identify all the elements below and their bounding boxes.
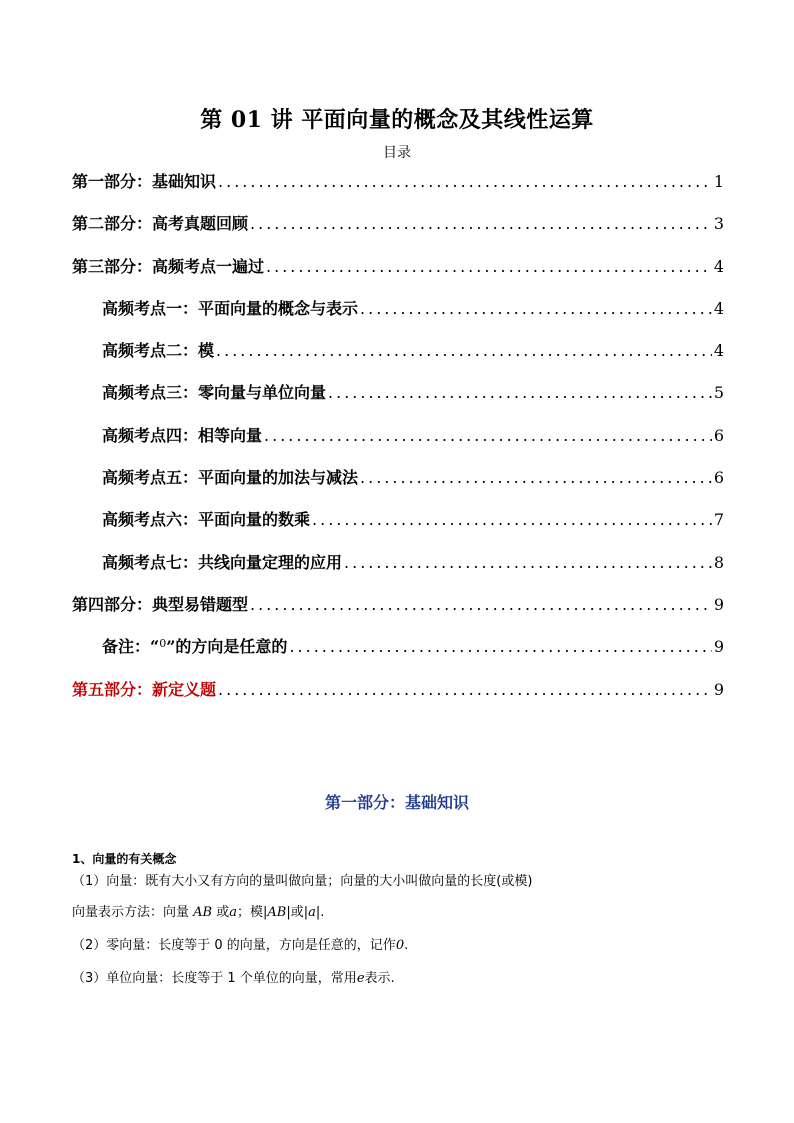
toc-entry-label bbox=[102, 633, 287, 663]
text-fragment: 表示. bbox=[364, 971, 395, 986]
toc-entry-label: 高频考点六：平面向量的数乘 bbox=[102, 510, 311, 530]
text-fragment: （2）零向量：长度等于 0 的向量，方向是任意的，记作 bbox=[72, 938, 396, 953]
toc-entry-page: 3 bbox=[713, 214, 724, 234]
note-label-before: 备注：“ bbox=[102, 637, 160, 657]
vector-a: a bbox=[229, 905, 237, 920]
zero-vector-line bbox=[72, 934, 732, 953]
toc-entry-page: 7 bbox=[713, 510, 724, 530]
toc-entry[interactable] bbox=[72, 422, 724, 464]
toc-entry[interactable] bbox=[72, 168, 724, 210]
table-of-contents bbox=[72, 168, 724, 718]
toc-entry[interactable] bbox=[72, 549, 724, 591]
toc-leader-dots bbox=[264, 422, 712, 450]
text-fragment: ；模| bbox=[237, 905, 268, 920]
toc-entry-label: 高频考点四：相等向量 bbox=[102, 425, 263, 445]
toc-entry[interactable] bbox=[72, 464, 724, 506]
toc-entry-label: 第一部分：基础知识 bbox=[72, 172, 217, 191]
toc-entry-page: 4 bbox=[713, 256, 724, 276]
toc-leader-dots bbox=[216, 337, 712, 365]
toc-entry-label: 高频考点一：平面向量的概念与表示 bbox=[102, 298, 359, 318]
toc-leader-dots bbox=[328, 379, 712, 407]
toc-entry-label: 第三部分：高频考点一遍过 bbox=[72, 256, 265, 276]
zero-vector: 0 bbox=[395, 938, 405, 953]
text-fragment: （3）单位向量：长度等于 1 个单位的向量，常用 bbox=[72, 971, 357, 986]
toc-leader-dots bbox=[250, 591, 712, 619]
item-title: 1、向量的有关概念 bbox=[72, 852, 177, 866]
section-heading: 第一部分：基础知识 bbox=[324, 793, 469, 812]
toc-entry-page: 4 bbox=[713, 341, 724, 361]
zero-vector-symbol: 0 bbox=[159, 637, 167, 651]
toc-entry-label: 第五部分：新定义题 bbox=[72, 679, 217, 699]
note-label-after: ”的方向是任意的 bbox=[166, 637, 288, 657]
unit-vector-line bbox=[72, 967, 732, 986]
toc-entry[interactable] bbox=[72, 253, 724, 295]
toc-leader-dots bbox=[312, 506, 712, 534]
toc-entry-page: 5 bbox=[713, 383, 724, 403]
toc-entry-page: 9 bbox=[713, 594, 724, 614]
toc-entry[interactable] bbox=[72, 295, 724, 337]
toc-entry-page: 6 bbox=[713, 425, 724, 445]
toc-entry[interactable] bbox=[72, 210, 724, 252]
definition-line: （1）向量：既有大小又有方向的量叫做向量；向量的大小叫做向量的长度(或模) bbox=[72, 874, 533, 889]
toc-entry-page: 9 bbox=[713, 637, 724, 657]
toc-entry-page: 8 bbox=[713, 552, 724, 572]
toc-entry-page: 9 bbox=[713, 679, 724, 699]
toc-entry-note[interactable] bbox=[72, 633, 724, 675]
text-fragment: |或| bbox=[286, 905, 309, 920]
toc-entry[interactable] bbox=[72, 337, 724, 379]
toc-entry-label: 高频考点五：平面向量的加法与减法 bbox=[102, 468, 359, 488]
toc-entry[interactable] bbox=[72, 591, 724, 633]
notation-line bbox=[72, 901, 732, 920]
toc-entry[interactable] bbox=[72, 379, 724, 421]
vector-e: e bbox=[356, 971, 365, 986]
vector-ab: AB bbox=[267, 905, 287, 920]
text-fragment: 或 bbox=[212, 905, 230, 920]
toc-leader-dots bbox=[360, 295, 712, 323]
toc-leader-dots bbox=[250, 210, 712, 238]
text-fragment: |. bbox=[315, 905, 325, 920]
toc-entry-page: 6 bbox=[713, 468, 724, 488]
vector-ab: AB bbox=[193, 905, 213, 920]
toc-entry[interactable] bbox=[72, 506, 724, 548]
toc-leader-dots bbox=[344, 549, 712, 577]
text-fragment: 向量表示方法：向量 bbox=[72, 905, 194, 920]
toc-entry[interactable] bbox=[72, 676, 724, 718]
toc-subtitle: 目录 bbox=[383, 145, 411, 161]
toc-entry-label: 高频考点三：零向量与单位向量 bbox=[102, 383, 327, 403]
toc-leader-dots bbox=[289, 633, 711, 661]
toc-leader-dots bbox=[266, 253, 712, 281]
toc-entry-label: 第二部分：高考真题回顾 bbox=[72, 214, 249, 234]
toc-entry-label: 高频考点七：共线向量定理的应用 bbox=[102, 552, 343, 572]
toc-entry-page: 1 bbox=[713, 172, 724, 191]
toc-leader-dots bbox=[218, 676, 712, 704]
text-fragment: . bbox=[404, 938, 409, 953]
toc-leader-dots bbox=[360, 464, 712, 492]
vector-a: a bbox=[308, 905, 316, 920]
toc-entry-label: 第四部分：典型易错题型 bbox=[72, 594, 249, 614]
toc-leader-dots bbox=[218, 168, 712, 196]
toc-entry-page: 4 bbox=[713, 298, 724, 318]
document-title: 第 01 讲 平面向量的概念及其线性运算 bbox=[200, 107, 594, 133]
toc-entry-label: 高频考点二：模 bbox=[102, 341, 215, 361]
